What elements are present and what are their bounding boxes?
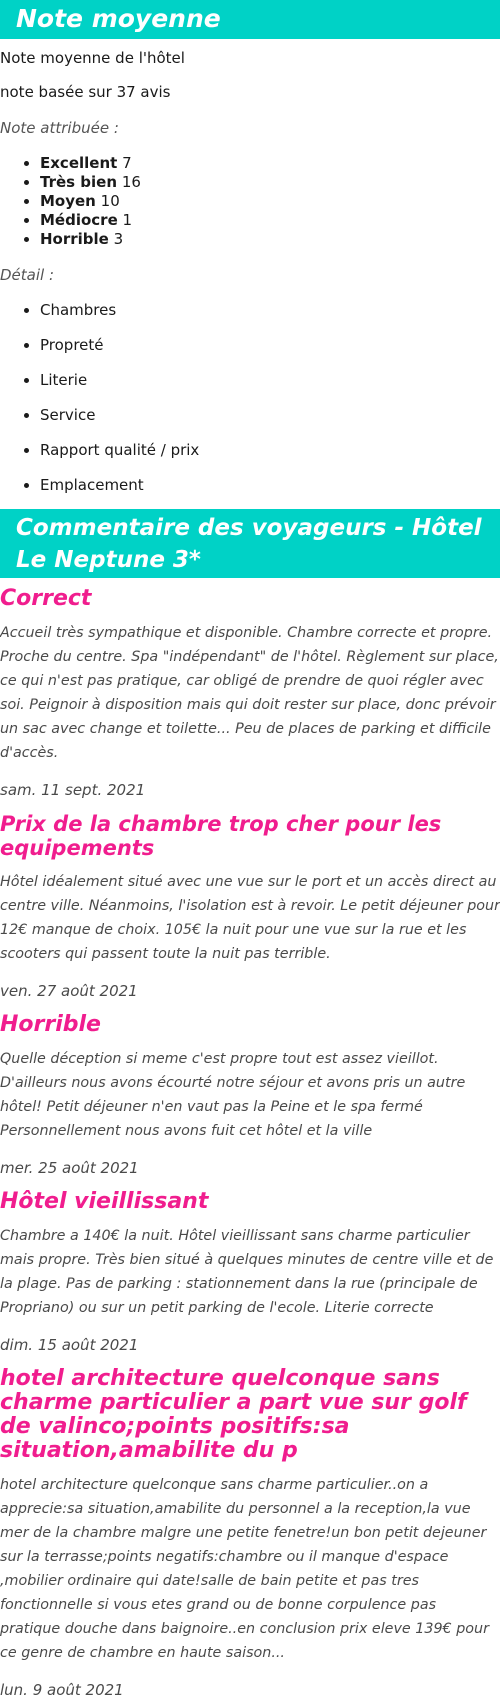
rating-label: Excellent — [40, 154, 118, 172]
review-date: sam. 11 sept. 2021 — [0, 781, 146, 799]
review-item — [0, 587, 500, 799]
rating-item-mediocre — [40, 211, 500, 230]
review-item — [0, 1367, 500, 1699]
rating-label: Horrible — [40, 230, 109, 248]
rating-section-title: Note moyenne — [0, 0, 500, 39]
detail-item-literie: • Literie — [40, 371, 500, 390]
detail-item-emplacement: • Emplacement — [40, 476, 500, 495]
detail-label: Détail : — [0, 266, 55, 284]
hotel-rating-label: Note moyenne de l'hôtel — [0, 49, 185, 67]
review-item — [0, 1013, 500, 1177]
review-title: Prix de la chambre trop cher pour les equipements — [0, 812, 442, 860]
detail-item-chambres: • Chambres — [40, 301, 500, 320]
review-body: Quelle déception si meme c'est propre tout est assez vieillot. D'ailleurs nous avons écourté notre séjour et avons pris un autre hôtel! Petit déjeuner n'en vaut pas la Peine et le spa fermé Personnellement nous avons fuit cet hôtel et la ville — [0, 1051, 466, 1139]
rating-item-moyen — [40, 192, 500, 211]
review-body: Accueil très sympathique et disponible. Chambre correcte et propre. Proche du centre. Spa "indépendant" de l'hôtel. Règlement sur place, ce qui n'est pas pratique, car obligé de prendre de quoi régler avec soi. Peignoir à disposition mais qui doit rester sur place, donc prévoir un sac avec change et toilette... Peu de places de parking et difficile d'accès. — [0, 625, 499, 761]
review-item — [0, 1190, 500, 1354]
review-body: Hôtel idéalement situé avec une vue sur le port et un accès direct au centre ville. Néanmoins, l'isolation est à revoir. Le petit déjeuner pour 12€ manque de choix. 105€ la nuit pour une vue sur la rue et les scooters qui passent toute la nuit pas terrible. — [0, 874, 500, 962]
review-title: Horrible — [0, 1012, 101, 1037]
details-list — [0, 301, 500, 495]
review-title: Correct — [0, 586, 92, 611]
rating-label: Moyen — [40, 192, 96, 210]
note-attribuee-label: Note attribuée : — [0, 119, 119, 137]
reviews-count-text: note basée sur 37 avis — [0, 83, 171, 101]
ratings-list — [0, 154, 500, 249]
rating-item-tres-bien — [40, 173, 500, 192]
detail-item-proprete: • Propreté — [40, 336, 500, 355]
rating-item-excellent — [40, 154, 500, 173]
rating-count: 3 — [113, 230, 124, 248]
rating-count: 7 — [122, 154, 132, 172]
detail-item-rapport-qualite-prix: • Rapport qualité / prix — [40, 441, 500, 460]
review-date: ven. 27 août 2021 — [0, 982, 138, 1000]
detail-item-service: • Service — [40, 406, 500, 425]
reviews-section-title: Commentaire des voyageurs - Hôtel Le Neptune 3* — [0, 509, 500, 578]
review-body: hotel architecture quelconque sans charme particulier..on a apprecie:sa situation,amabilite du personnel a la reception,la vue mer de la chambre malgre une petite fenetre!un bon petit dejeuner sur la terrasse;points negatifs:chambre ou il manque d'espace ,mobilier ordinaire qui date!salle de bain petite et pas tres fonctionnelle si vous etes grand ou de bonne corpulence pas pratique douche dans baignoire..en conclusion prix eleve 139€ pour ce genre de chambre en haute saison... — [0, 1477, 489, 1661]
rating-count: 16 — [121, 173, 141, 191]
rating-count: 10 — [100, 192, 120, 210]
review-date: dim. 15 août 2021 — [0, 1336, 139, 1354]
rating-count: 1 — [122, 211, 133, 229]
rating-label: Très bien — [40, 173, 118, 191]
review-body: Chambre a 140€ la nuit. Hôtel vieillissant sans charme particulier mais propre. Très bien situé à quelques minutes de centre ville et de la plage. Pas de parking : stationnement dans la rue (principale de Propriano) ou sur un petit parking de l'ecole. Literie correcte — [0, 1228, 494, 1316]
review-title: hotel architecture quelconque sans charme particulier a part vue sur golf de valinco;points positifs:sa situation,amabilite du p — [0, 1366, 467, 1463]
review-date: lun. 9 août 2021 — [0, 1681, 124, 1699]
review-title: Hôtel vieillissant — [0, 1189, 209, 1214]
review-item — [0, 812, 500, 1000]
rating-label: Médiocre — [40, 211, 118, 229]
rating-item-horrible — [40, 230, 500, 249]
review-date: mer. 25 août 2021 — [0, 1159, 139, 1177]
